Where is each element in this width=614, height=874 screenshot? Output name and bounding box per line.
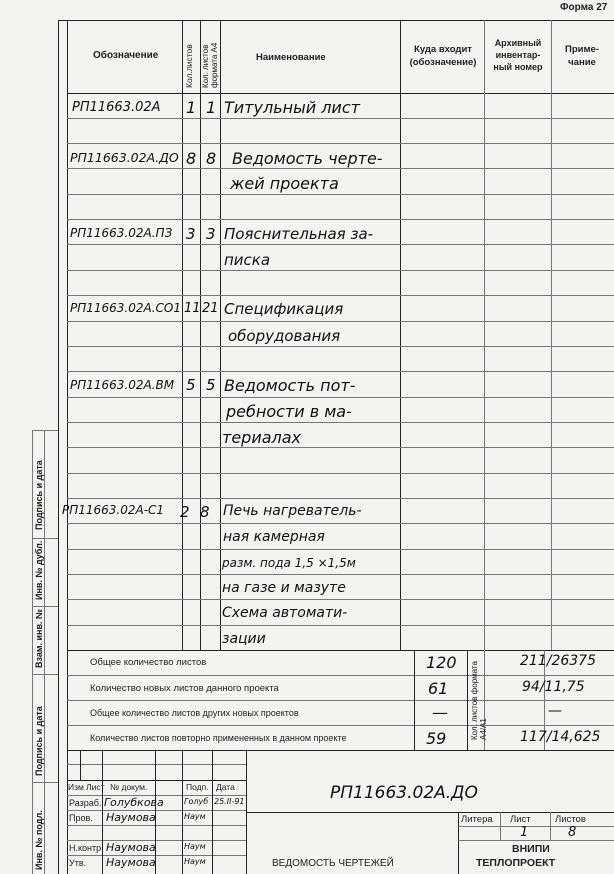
summary-label: Общее количество листов других новых проектов: [90, 708, 299, 718]
row-sheets: 3: [186, 225, 196, 243]
row-designation: РП11663.02А-С1: [62, 503, 165, 517]
summary-a4: —: [548, 703, 562, 719]
row-sheets: 5: [186, 376, 196, 394]
row-name-line: Печь нагреватель-: [223, 503, 362, 519]
header-name: Наименование: [256, 52, 326, 63]
row-sheets-a4: 1: [206, 98, 217, 117]
stamp-col-doc: № докум.: [110, 782, 148, 792]
summary-a4: 94/11,75: [522, 679, 585, 695]
header-archive: Архивный инвентар- ный номер: [493, 38, 543, 72]
row-name-line: на газе и мазуте: [222, 580, 346, 596]
row-name-line: Титульный лист: [224, 98, 360, 117]
side-label: Взам. инв. №: [34, 608, 44, 668]
summary-side-label: Кол. листов формата А4/А1: [470, 661, 488, 740]
stamp-sheets-label: Листов: [555, 814, 586, 825]
stamp-org-line2: ТЕПЛОПРОЕКТ: [476, 857, 556, 869]
row-designation: РП11663.02А.СО1: [70, 301, 181, 315]
stamp-col-sign: Подп.: [186, 782, 209, 792]
side-label: Подпись и дата: [34, 460, 44, 530]
row-sheets: 11: [184, 301, 201, 316]
side-label: Инв. № подл.: [34, 810, 44, 870]
row-sheets: 1: [186, 98, 197, 117]
row-sheets-a4: 5: [206, 376, 216, 394]
row-sheets-a4: 8: [206, 149, 217, 168]
stamp-date: 25.II-91: [214, 797, 245, 806]
summary-label: Количество листов повторно примененных в данном проекте: [90, 733, 347, 743]
side-label: Инв. № дубл.: [34, 540, 44, 600]
stamp-col-sheet: Лист: [86, 782, 105, 792]
side-label: Подпись и дата: [34, 706, 44, 776]
row-sheets: 2: [180, 503, 190, 521]
row-name-line: териалах: [222, 428, 302, 447]
form-label: Форма 27: [560, 2, 608, 13]
summary-label: Количество новых листов данного проекта: [90, 683, 279, 694]
stamp-col-date: Дата: [216, 782, 235, 792]
header-designation: Обозначение: [93, 50, 159, 61]
row-sheets-a4: 8: [200, 503, 210, 521]
row-name-line: ребности в ма-: [226, 402, 352, 421]
stamp-sign: Наум: [184, 842, 206, 851]
header-where: Куда входит (обозначение): [409, 44, 477, 68]
stamp-sign: Наум: [184, 812, 206, 821]
summary-value: 120: [426, 653, 457, 672]
stamp-doc-title: ВЕДОМОСТЬ ЧЕРТЕЖЕЙ: [272, 858, 394, 869]
row-sheets-a4: 21: [202, 301, 219, 316]
row-designation: РП11663.02А.ПЗ: [70, 226, 173, 240]
summary-value: —: [432, 703, 448, 722]
stamp-name: Наумова: [106, 811, 156, 824]
stamp-sheets-value: 8: [568, 825, 577, 840]
header-sheets: Кол.листов: [184, 44, 194, 88]
row-name-line: разм. пода 1,5 ×1,5м: [222, 556, 356, 570]
stamp-litera-label: Литера: [461, 814, 493, 825]
row-sheets-a4: 3: [206, 225, 216, 243]
stamp-org-line1: ВНИПИ: [512, 843, 550, 855]
row-designation: РП11663.02А: [72, 100, 161, 115]
stamp-sheet-label: Лист: [510, 814, 531, 825]
row-name-line: жей проекта: [230, 174, 339, 193]
row-designation: РП11663.02А.ДО: [70, 150, 179, 165]
header-note: Приме- чание: [565, 44, 599, 68]
header-sheets-a4: Кол. листов формата А4: [201, 42, 219, 88]
stamp-role: Пров.: [69, 813, 93, 823]
summary-value: 59: [426, 729, 447, 748]
stamp-doc-code: РП11663.02А.ДО: [330, 783, 478, 803]
stamp-name: Голубкова: [104, 796, 164, 809]
stamp-role: Н.контр.: [69, 843, 104, 853]
summary-a4: 211/26375: [520, 653, 596, 669]
row-name-line: зации: [222, 631, 266, 647]
stamp-sign: Голуб: [184, 797, 209, 806]
stamp-role: Разраб.: [69, 798, 102, 808]
row-name-line: ная камерная: [223, 529, 325, 545]
stamp-sheet-value: 1: [520, 825, 529, 840]
row-name-line: Пояснительная за-: [224, 225, 374, 243]
stamp-col-change: Изм: [68, 782, 84, 792]
stamp-sign: Наум: [184, 857, 206, 866]
row-name-line: Ведомость пот-: [224, 376, 356, 395]
stamp-name: Наумова: [106, 856, 156, 869]
row-name-line: Ведомость черте-: [232, 149, 383, 168]
summary-value: 61: [428, 679, 449, 698]
row-name-line: писка: [224, 251, 271, 269]
row-sheets: 8: [186, 149, 197, 168]
summary-label: Общее количество листов: [90, 657, 207, 668]
stamp-name: Наумова: [106, 841, 156, 854]
row-name-line: Спецификация: [224, 300, 344, 318]
row-name-line: Схема автомати-: [222, 605, 348, 621]
summary-a4: 117/14,625: [520, 729, 601, 745]
row-name-line: оборудования: [228, 327, 341, 345]
stamp-role: Утв.: [69, 858, 87, 868]
row-designation: РП11663.02А.ВМ: [70, 378, 175, 392]
